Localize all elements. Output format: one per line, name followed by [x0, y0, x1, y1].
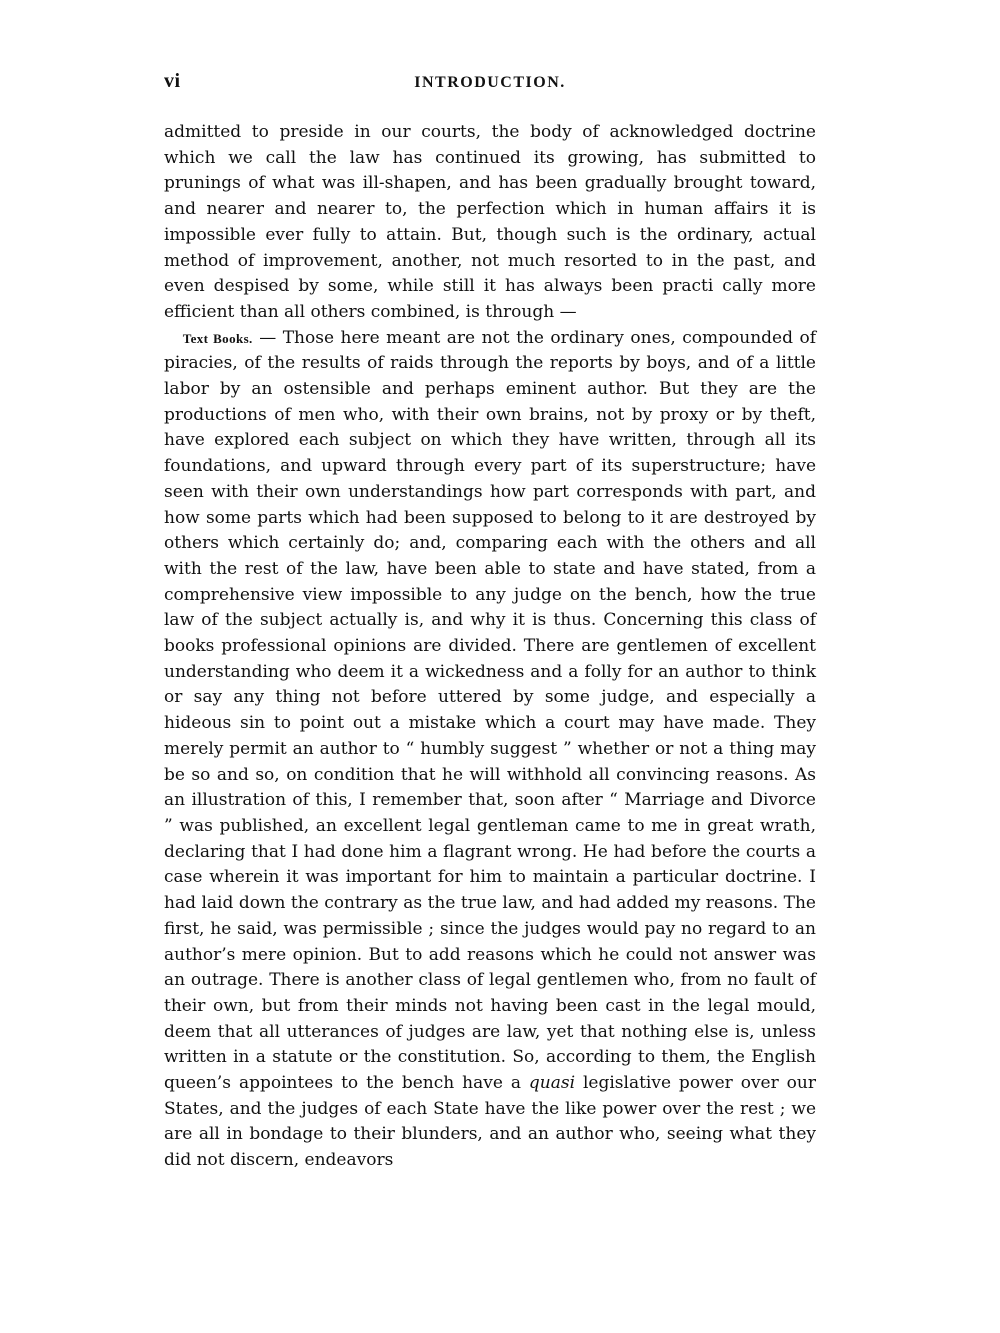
paragraph-continued: admitted to preside in our courts, the body of acknowledged doctrine which we call the law has continued its growing, has submitted to prunings of what was ill-shapen, and has been gradually brought toward, and nearer and nearer to, the perfection which in human affairs it is impossible ever fully to attain. But, though such is the ordinary, actual method of improvement, another, not much resorted to in the past, and even despised by some, while still it has always been practi cally more efficient than all others combined, is through —	[164, 122, 816, 322]
paragraph-text-books-ending: legislative power over our States, and the judges of each State have the like power over the rest ; we are all in bondage to their blunders, and an author who, seeing what they did not discern, endeavors	[164, 1073, 816, 1171]
running-title: INTRODUCTION.	[414, 74, 566, 91]
running-header	[164, 70, 816, 102]
paragraph-text-books-body: — Those here meant are not the ordinary ones, compounded of piracies, of the results of raids through the reports by boys, and of a little labor by an ostensible and perhaps eminent author. But they are the productions of men who, with their own brains, not by proxy or by theft, have explored each subject on which they have written, through all its foundations, and upward through every part of its superstructure; have seen with their own understandings how part corresponds with part, and how some parts which had been supposed to belong to it are destroyed by others which certainly do; and, comparing each with the others and all with the rest of the law, have been able to state and have stated, from a comprehensive view impossible to any judge on the bench, how the true law of the subject actually is, and why it is thus. Concerning this class of books professional opinions are divided. There are gentlemen of excellent understanding who deem it a wickedness and a folly for an author to think or say any thing not before uttered by some judge, and especially a hideous sin to point out a mistake which a court may have made. They merely permit an author to “ humbly suggest ” whether or not a thing may be so and so, on condition that he will withhold all convincing reasons. As an illustration of this, I remember that, soon after “ Marriage and Divorce ” was published, an excellent legal gentleman came to me in great wrath, declaring that I had done him a flagrant wrong. He had before the courts a case wherein it was important for him to maintain a particular doctrine. I had laid down the contrary as the true law, and had added my reasons. The first, he said, was permissible ; since the judges would pay no regard to an author’s mere opinion. But to add reasons which he could not answer was an outrage. There is another class of legal gentlemen who, from no fault of their own, but from their minds not having been cast in the legal mould, deem that all utterances of judges are law, yet that nothing else is, unless written in a statute or the constitution. So, according to them, the English queen’s appointees to the bench have a	[164, 327, 816, 1094]
section-label-text-books: Text Books.	[182, 330, 253, 346]
book-page	[164, 70, 816, 1174]
paragraph-text-books	[164, 326, 816, 1174]
italic-word-quasi: quasi	[528, 1073, 576, 1094]
page-number: vi	[164, 70, 181, 92]
